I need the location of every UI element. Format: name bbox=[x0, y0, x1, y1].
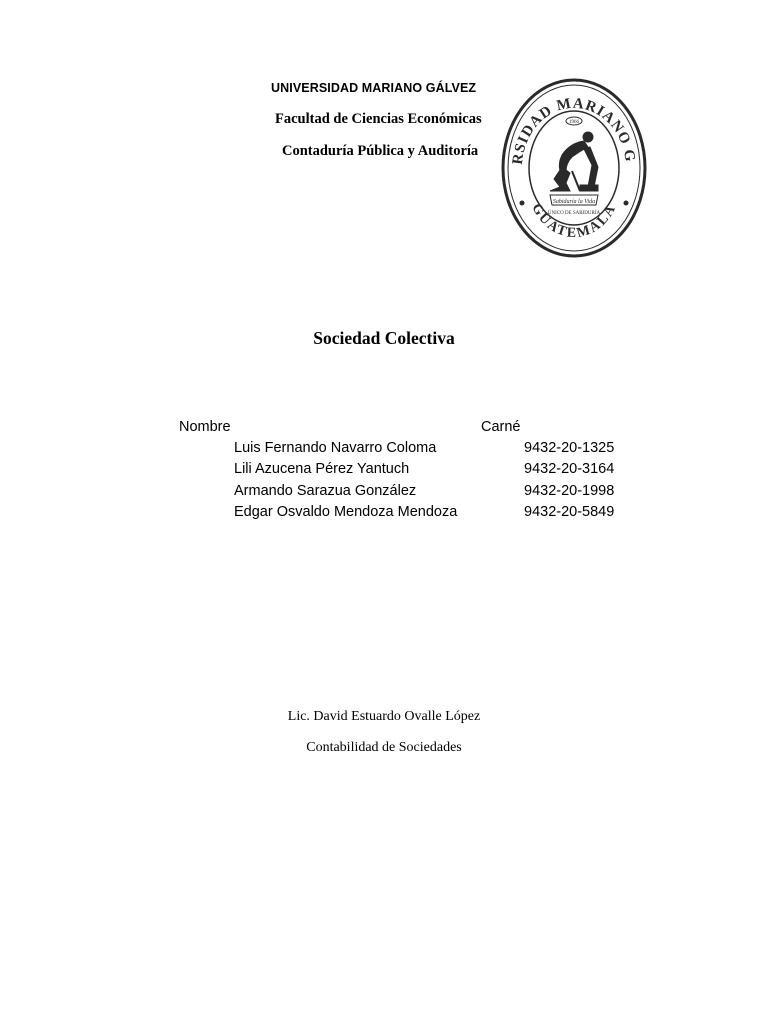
career-name: Contaduría Pública y Auditoría bbox=[282, 143, 479, 159]
seal-year: 1966 bbox=[569, 120, 579, 125]
student-id: 9432-20-3164 bbox=[524, 461, 615, 478]
seal-base-text: ÚNICO DE SABIDURÍA bbox=[547, 211, 601, 216]
student-name: Luis Fernando Navarro Coloma bbox=[234, 440, 437, 456]
student-id: 9432-20-1325 bbox=[524, 440, 615, 456]
id-column-header: Carné bbox=[481, 419, 521, 435]
student-id: 9432-20-5849 bbox=[524, 503, 615, 520]
professor-name: Lic. David Estuardo Ovalle López bbox=[287, 709, 481, 724]
student-name: Edgar Osvaldo Mendoza Mendoza bbox=[234, 503, 458, 520]
student-row bbox=[234, 504, 634, 525]
seal-top-text: RSIDAD MARIANO G bbox=[509, 95, 638, 166]
name-column-header: Nombre bbox=[179, 419, 231, 435]
course-name: Contabilidad de Sociedades bbox=[306, 740, 462, 755]
student-name: Armando Sarazua González bbox=[234, 482, 417, 499]
students-list bbox=[234, 440, 634, 525]
document-title: Sociedad Colectiva bbox=[313, 328, 455, 348]
university-seal-logo bbox=[500, 75, 648, 261]
seal-motto: Sabiduría la Vida bbox=[552, 199, 596, 205]
student-name: Lili Azucena Pérez Yantuch bbox=[234, 461, 410, 478]
faculty-name: Facultad de Ciencias Económicas bbox=[275, 111, 482, 127]
student-row bbox=[234, 461, 634, 482]
seal-bottom-text: GUATEMALA bbox=[528, 201, 620, 242]
university-name: UNIVERSIDAD MARIANO GÁLVEZ bbox=[271, 81, 477, 95]
student-row bbox=[234, 483, 634, 504]
student-row bbox=[234, 440, 634, 461]
student-id: 9432-20-1998 bbox=[524, 482, 615, 499]
